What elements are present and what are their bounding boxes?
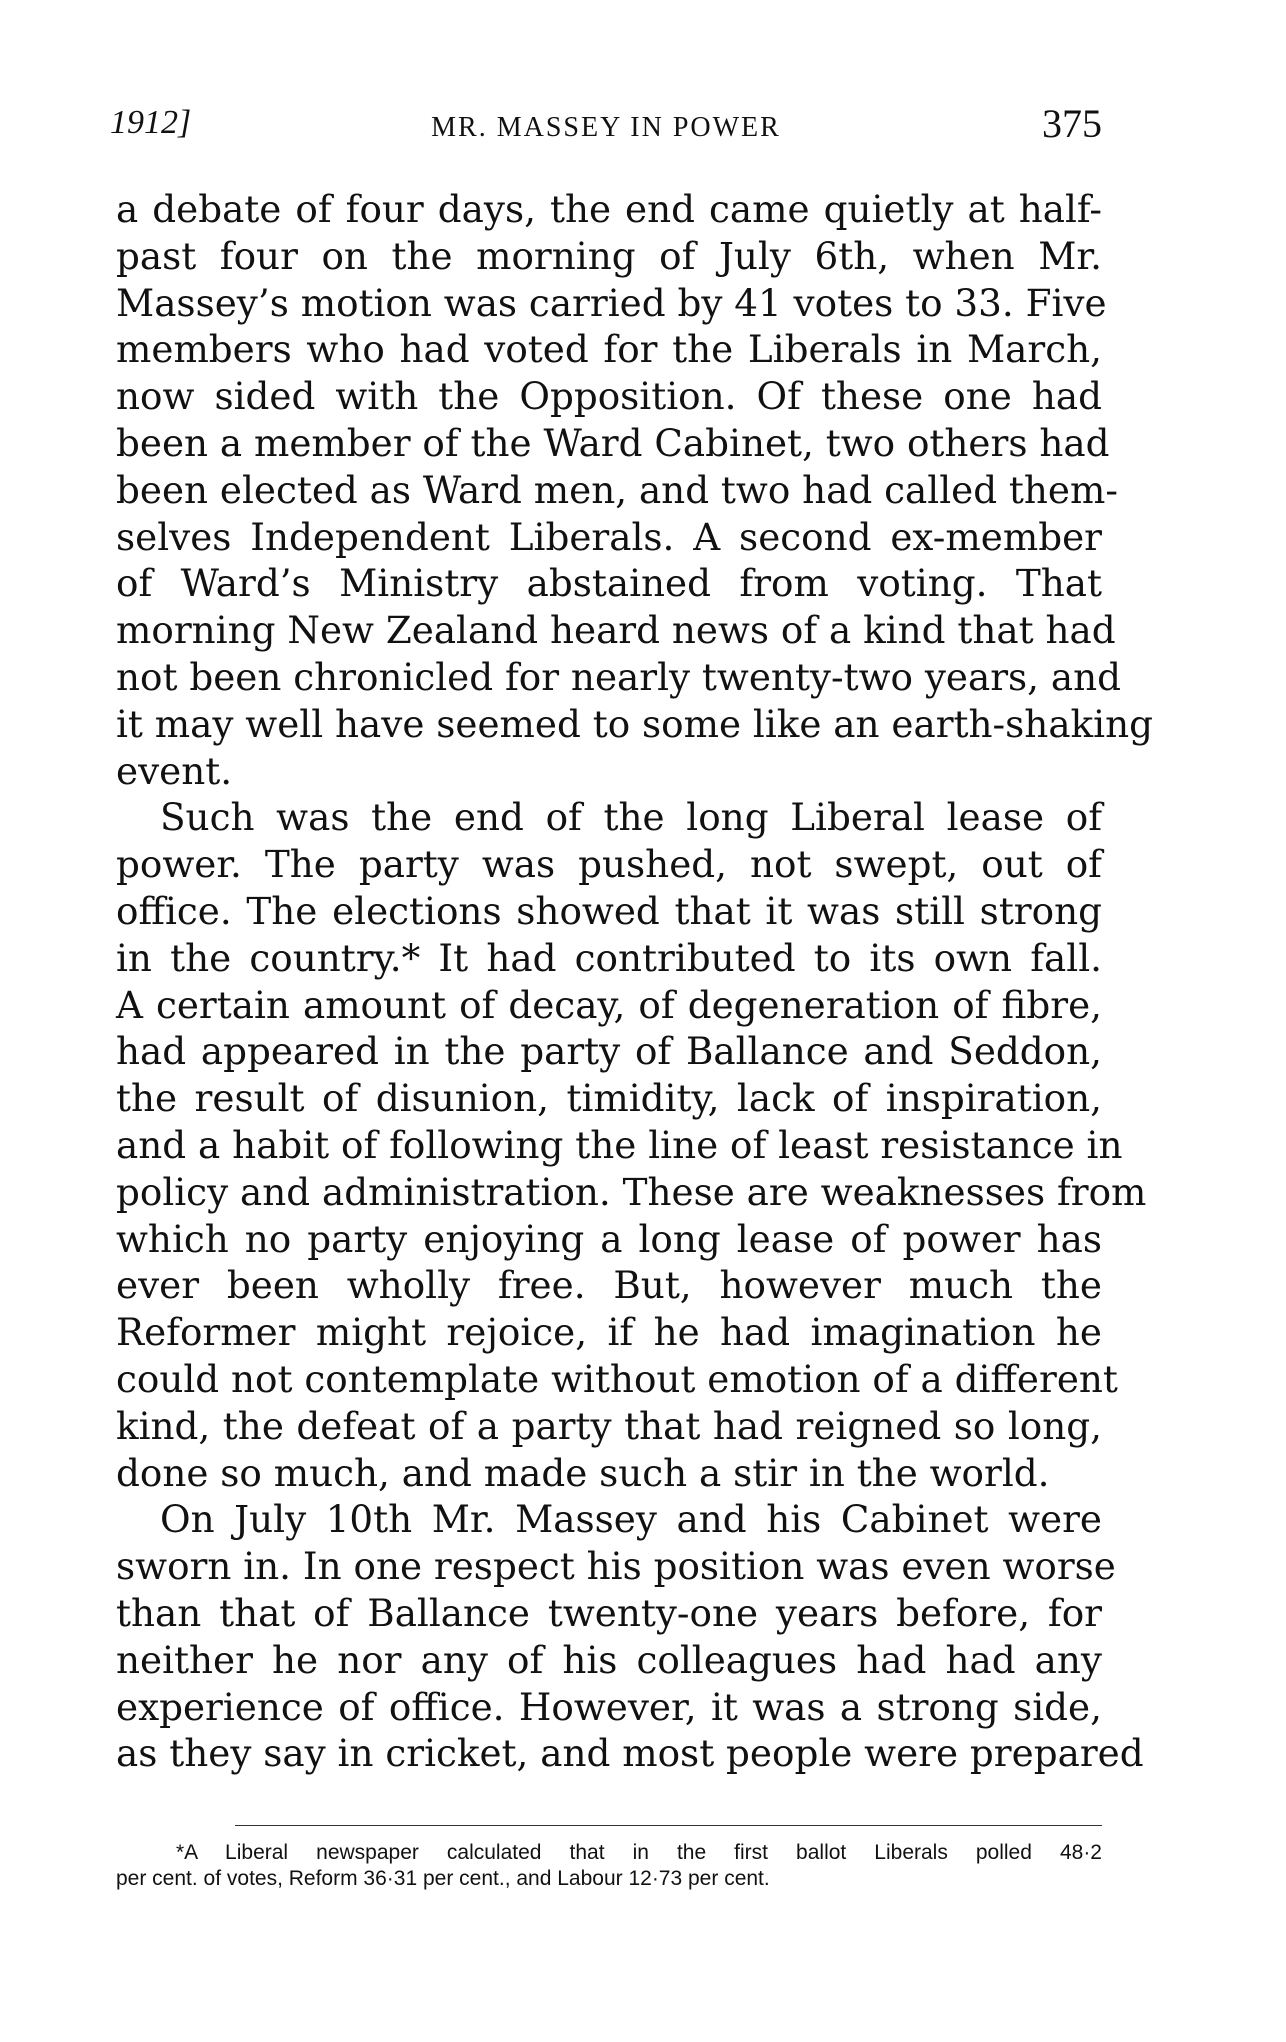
- text-line: been elected as Ward men, and two had called them-: [116, 467, 1118, 512]
- paragraph: [116, 794, 1147, 1496]
- text-line: On July 10th Mr. Massey and his Cabinet were: [160, 1497, 1102, 1542]
- footnote-line: per cent. of votes, Reform 36·31 per cent., and Labour 12·73 per cent.: [116, 1867, 770, 1890]
- running-head-title: MR. MASSEY IN POWER: [431, 112, 781, 143]
- running-head-year: 1912]: [110, 104, 192, 141]
- text-line: past four on the morning of July 6th, when Mr.: [116, 233, 1102, 278]
- text-line: and a habit of following the line of least resistance in: [116, 1122, 1123, 1167]
- text-line: which no party enjoying a long lease of power has: [116, 1216, 1102, 1261]
- text-line: done so much, and made such a stir in the world.: [116, 1450, 1050, 1495]
- text-line: office. The elections showed that it was still strong: [116, 888, 1102, 933]
- text-line: morning New Zealand heard news of a kind that had: [116, 608, 1116, 653]
- text-line: selves Independent Liberals. A second ex-member: [116, 514, 1102, 559]
- text-line: A certain amount of decay, of degeneration of fibre,: [116, 982, 1102, 1027]
- footnote-rule: [235, 1825, 1102, 1826]
- text-line: the result of disunion, timidity, lack of inspiration,: [116, 1076, 1102, 1121]
- footnote-line: *A Liberal newspaper calculated that in the first ballot Liberals polled 48·2: [176, 1841, 1102, 1864]
- text-line: power. The party was pushed, not swept, out of: [116, 842, 1102, 887]
- text-line: Such was the end of the long Liberal lease of: [160, 795, 1102, 840]
- text-line: ever been wholly free. But, however much the: [116, 1263, 1102, 1308]
- text-line: of Ward’s Ministry abstained from voting. That: [116, 561, 1102, 606]
- text-line: event.: [116, 748, 233, 793]
- text-line: policy and administration. These are weaknesses from: [116, 1169, 1147, 1214]
- text-line: Massey’s motion was carried by 41 votes to 33. Five: [116, 280, 1107, 325]
- paragraph: [116, 1496, 1144, 1777]
- text-line: as they say in cricket, and most people were prepared: [116, 1731, 1144, 1776]
- text-line: kind, the defeat of a party that had reigned so long,: [116, 1403, 1102, 1448]
- text-line: members who had voted for the Liberals in March,: [116, 327, 1102, 372]
- paragraph: [116, 186, 1153, 794]
- text-line: not been chronicled for nearly twenty-two years, and: [116, 654, 1122, 699]
- page-number: 375: [1042, 101, 1102, 146]
- text-line: Reformer might rejoice, if he had imagination he: [116, 1310, 1102, 1355]
- text-line: sworn in. In one respect his position was even worse: [116, 1544, 1116, 1589]
- text-line: it may well have seemed to some like an earth-shaking: [116, 701, 1153, 746]
- text-line: in the country.* It had contributed to its own fall.: [116, 935, 1102, 980]
- text-line: could not contemplate without emotion of a different: [116, 1356, 1118, 1401]
- text-line: than that of Ballance twenty-one years before, for: [116, 1590, 1102, 1635]
- text-line: neither he nor any of his colleagues had had any: [116, 1637, 1102, 1682]
- text-line: a debate of four days, the end came quietly at half-: [116, 187, 1102, 231]
- text-line: experience of office. However, it was a strong side,: [116, 1684, 1102, 1729]
- body-text: [116, 186, 1153, 1777]
- running-head: [110, 100, 1102, 150]
- text-line: now sided with the Opposition. Of these one had: [116, 374, 1102, 419]
- text-line: had appeared in the party of Ballance and Seddon,: [116, 1029, 1102, 1074]
- text-line: been a member of the Ward Cabinet, two others had: [116, 420, 1110, 465]
- footnote: [116, 1840, 1102, 1892]
